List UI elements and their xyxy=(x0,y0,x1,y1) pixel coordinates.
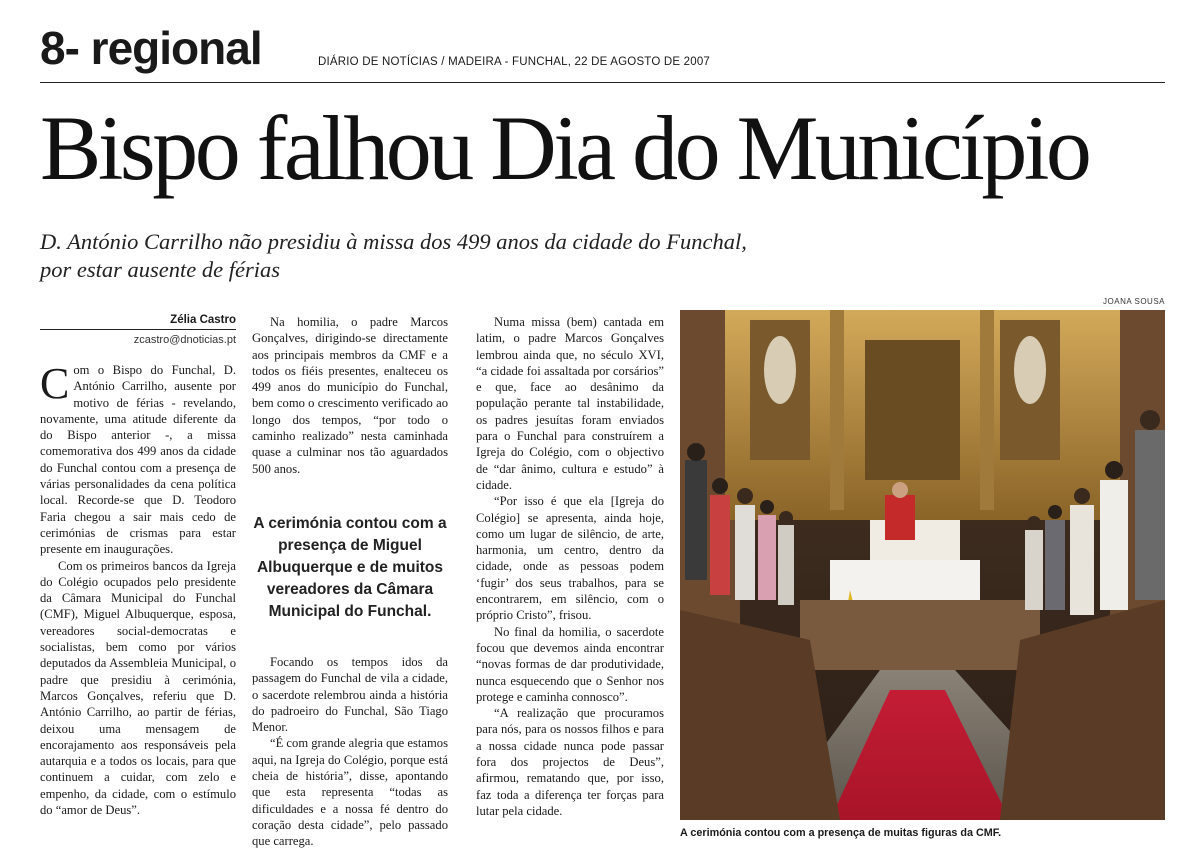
header-rule xyxy=(40,82,1165,83)
paragraph-5: “É com grande alegria que estamos aqui, na Igreja do Colégio, porque está cheia de história”, disse, apontando que esta representa “todas as dificuldades e a nossa fé dentro do coração desta cidade”, pelo passado que carrega. xyxy=(252,736,448,849)
section-title: 8- regional xyxy=(40,22,262,74)
pull-quote: A cerimónia contou com a presença de Miguel Albuquerque e de muitos vereadores da Câmara Municipal do Funchal. xyxy=(253,515,447,620)
drop-cap: C xyxy=(40,359,70,408)
paragraph-7: “Por isso é que ela [Igreja do Colégio] se apresenta, ainda hoje, como um lugar de silêncio, de arte, harmonia, um centro, dentro da cidade, onde as pessoas podem ‘fugir’ dos seus trabalhos, para se encontrarem, em silêncio, com o próprio Cristo”, frisou. xyxy=(476,494,664,623)
paragraph-9: “A realização que procuramos para nós, para os nossos filhos e para a nossa cidade nunca pode passar fora dos projectos de Deus”, afirmou, rematando que, por isso, faz toda a diferença ter forças para lutar pela cidade. xyxy=(476,706,664,818)
photo-caption: A cerimónia contou com a presença de muitas figuras da CMF. xyxy=(680,827,1002,839)
paragraph-4: Focando os tempos idos da passagem do Funchal de vila a cidade, o sacerdote relembrou ainda a história do padroeiro do Funchal, São Tiago Menor. xyxy=(252,655,448,735)
priest-head-icon xyxy=(892,482,908,498)
photo-credit: JOANA SOUSA xyxy=(1103,297,1165,306)
priest-icon xyxy=(885,495,915,540)
paragraph-8: No final da homilia, o sacerdote focou que devemos ainda encontrar “novas formas de dar produtividade, nunca esquecendo que o Senhor nos protege e caminha connosco”. xyxy=(476,624,664,704)
altarpiece-center xyxy=(865,340,960,480)
article-column-1 xyxy=(40,359,236,818)
column-right xyxy=(980,310,994,510)
article-column-2 xyxy=(252,314,448,477)
byline xyxy=(40,313,236,347)
dateline: DIÁRIO DE NOTÍCIAS / MADEIRA - FUNCHAL, 22 DE AGOSTO DE 2007 xyxy=(318,56,711,68)
article-column-2-continued xyxy=(252,654,448,850)
headline: Bispo falhou Dia do Município xyxy=(40,97,1089,199)
church-interior-illustration xyxy=(680,310,1165,820)
author-email[interactable]: zcastro@dnoticias.pt xyxy=(133,334,236,346)
lower-altar xyxy=(830,560,980,600)
statue-left-icon xyxy=(764,336,796,404)
column-left xyxy=(830,310,844,510)
altar-rail xyxy=(800,600,1040,670)
author-name: Zélia Castro xyxy=(40,313,236,330)
paragraph-1 xyxy=(40,359,236,558)
paragraph-1-text: om o Bispo do Funchal, D. António Carrilho, ausente por motivo de férias - revelando, novamente, uma atitude diferente da do Bispo anterior -, a missa comemorativa dos 499 anos da cidade do Funchal contou com a presença de várias personalidades da cena política local. Recorde-se que D. Teodoro Faria chegou a sair mais cedo de cerimónias de crismas para estar presente em inaugurações. xyxy=(40,363,236,557)
paragraph-6: Numa missa (bem) cantada em latim, o padre Marcos Gonçalves lembrou ainda que, no século XVI, “a cidade foi assaltada por corsários” e que, face ao desânimo da população perante tal instabilidade, os padres jesuítas foram enviados para o Funchal para construírem a Igreja do Colégio, com o objectivo de “dar ânimo, cultura e estudo” à cidade. xyxy=(476,315,664,492)
paragraph-3: Na homilia, o padre Marcos Gonçalves, dirigindo-se directamente aos principais membros da CMF e a todos os fiéis presentes, enalteceu os 499 anos do município do Funchal, bem como o crescimento verificado ao longo dos tempos, “por todo o caminho realizado” nesta caminhada quase a culminar nos tão aguardados 500 anos. xyxy=(252,315,448,476)
statue-right-icon xyxy=(1014,336,1046,404)
church-photo xyxy=(680,310,1165,820)
standfirst: D. António Carrilho não presidiu à missa dos 499 anos da cidade do Funchal, por estar ausente de férias xyxy=(40,229,747,282)
article-column-3 xyxy=(476,314,664,819)
paragraph-2: Com os primeiros bancos da Igreja do Colégio ocupados pelo presidente da Câmara Municipal do Funchal (CMF), Miguel Albuquerque, esposa, vereadores social-democratas e socialistas, bem como por vários deputados da Assembleia Municipal, o padre que presidiu à cerimónia, Marcos Gonçalves, referiu que D. António Carrilho, ao partir de férias, deixou uma mensagem de encorajamento aos responsáveis pela autarquia e a todos os locais, para que continuem a cuidar, com zelo e empenho, da cidade, com o estímulo do “amor de Deus”. xyxy=(40,558,236,818)
